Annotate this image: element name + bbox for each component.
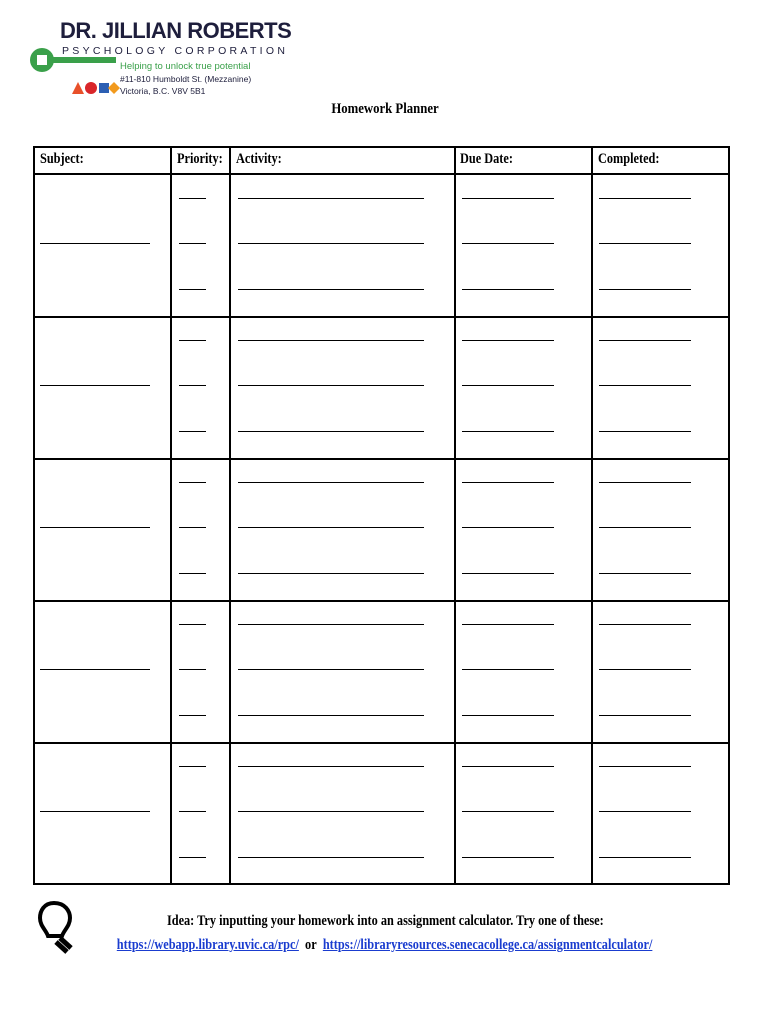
activity-blank[interactable] — [238, 811, 424, 812]
completed-blank[interactable] — [599, 527, 691, 528]
due-date-blank[interactable] — [462, 811, 554, 812]
priority-blank[interactable] — [179, 385, 206, 386]
section-divider — [35, 458, 728, 460]
header-activity: Activity: — [236, 151, 282, 167]
priority-blank[interactable] — [179, 669, 206, 670]
completed-blank[interactable] — [599, 340, 691, 341]
logo-address-line1: #11-810 Humboldt St. (Mezzanine) — [120, 74, 252, 84]
header-priority: Priority: — [177, 151, 223, 167]
due-date-blank[interactable] — [462, 482, 554, 483]
due-date-blank[interactable] — [462, 385, 554, 386]
due-date-blank[interactable] — [462, 289, 554, 290]
due-date-blank[interactable] — [462, 573, 554, 574]
activity-blank[interactable] — [238, 766, 424, 767]
due-date-blank[interactable] — [462, 857, 554, 858]
subject-blank[interactable] — [40, 811, 150, 812]
activity-blank[interactable] — [238, 243, 424, 244]
subject-blank[interactable] — [40, 385, 150, 386]
seneca-calculator-link[interactable]: https://libraryresources.senecacollege.ca/assignmentcalculator/ — [323, 937, 653, 953]
uvic-calculator-link[interactable]: https://webapp.library.uvic.ca/rpc/ — [117, 937, 300, 953]
subject-blank[interactable] — [40, 527, 150, 528]
priority-blank[interactable] — [179, 243, 206, 244]
due-date-blank[interactable] — [462, 431, 554, 432]
section-divider — [35, 742, 728, 744]
logo-address-line2: Victoria, B.C. V8V 5B1 — [120, 86, 206, 96]
activity-blank[interactable] — [238, 482, 424, 483]
priority-blank[interactable] — [179, 715, 206, 716]
completed-blank[interactable] — [599, 243, 691, 244]
activity-blank[interactable] — [238, 289, 424, 290]
completed-blank[interactable] — [599, 669, 691, 670]
activity-blank[interactable] — [238, 857, 424, 858]
homework-planner-table — [33, 146, 730, 885]
section-divider — [35, 600, 728, 602]
completed-blank[interactable] — [599, 198, 691, 199]
logo-name: DR. JILLIAN ROBERTS — [60, 18, 292, 43]
link-separator: or — [305, 937, 318, 953]
priority-blank[interactable] — [179, 289, 206, 290]
company-logo — [28, 18, 292, 103]
section-divider — [35, 316, 728, 318]
logo-tagline: Helping to unlock true potential — [120, 61, 251, 72]
idea-text-content: Idea: Try inputting your homework into an assignment calculator. Try one of these: — [166, 913, 604, 929]
due-date-blank[interactable] — [462, 715, 554, 716]
completed-blank[interactable] — [599, 573, 691, 574]
subject-blank[interactable] — [40, 243, 150, 244]
due-date-blank[interactable] — [462, 527, 554, 528]
priority-blank[interactable] — [179, 340, 206, 341]
calculator-links — [0, 937, 770, 954]
completed-blank[interactable] — [599, 289, 691, 290]
completed-blank[interactable] — [599, 811, 691, 812]
priority-blank[interactable] — [179, 482, 206, 483]
column-divider — [229, 148, 231, 883]
priority-blank[interactable] — [179, 624, 206, 625]
activity-blank[interactable] — [238, 340, 424, 341]
activity-blank[interactable] — [238, 431, 424, 432]
logo-corporation: PSYCHOLOGY CORPORATION — [62, 45, 289, 57]
completed-blank[interactable] — [599, 857, 691, 858]
header-due-date: Due Date: — [460, 151, 513, 167]
column-divider — [454, 148, 456, 883]
column-divider — [170, 148, 172, 883]
activity-blank[interactable] — [238, 624, 424, 625]
due-date-blank[interactable] — [462, 340, 554, 341]
completed-blank[interactable] — [599, 766, 691, 767]
header-subject: Subject: — [40, 151, 84, 167]
subject-blank[interactable] — [40, 669, 150, 670]
activity-blank[interactable] — [238, 527, 424, 528]
activity-blank[interactable] — [238, 669, 424, 670]
activity-blank[interactable] — [238, 385, 424, 386]
priority-blank[interactable] — [179, 431, 206, 432]
idea-text — [0, 913, 770, 930]
priority-blank[interactable] — [179, 766, 206, 767]
activity-blank[interactable] — [238, 198, 424, 199]
activity-blank[interactable] — [238, 715, 424, 716]
due-date-blank[interactable] — [462, 198, 554, 199]
due-date-blank[interactable] — [462, 624, 554, 625]
completed-blank[interactable] — [599, 431, 691, 432]
priority-blank[interactable] — [179, 198, 206, 199]
due-date-blank[interactable] — [462, 766, 554, 767]
priority-blank[interactable] — [179, 573, 206, 574]
due-date-blank[interactable] — [462, 243, 554, 244]
priority-blank[interactable] — [179, 527, 206, 528]
completed-blank[interactable] — [599, 482, 691, 483]
due-date-blank[interactable] — [462, 669, 554, 670]
header-completed: Completed: — [598, 151, 660, 167]
table-header-row — [35, 148, 728, 175]
completed-blank[interactable] — [599, 624, 691, 625]
completed-blank[interactable] — [599, 385, 691, 386]
activity-blank[interactable] — [238, 573, 424, 574]
priority-blank[interactable] — [179, 811, 206, 812]
priority-blank[interactable] — [179, 857, 206, 858]
column-divider — [591, 148, 593, 883]
page-title: Homework Planner — [331, 101, 439, 117]
completed-blank[interactable] — [599, 715, 691, 716]
